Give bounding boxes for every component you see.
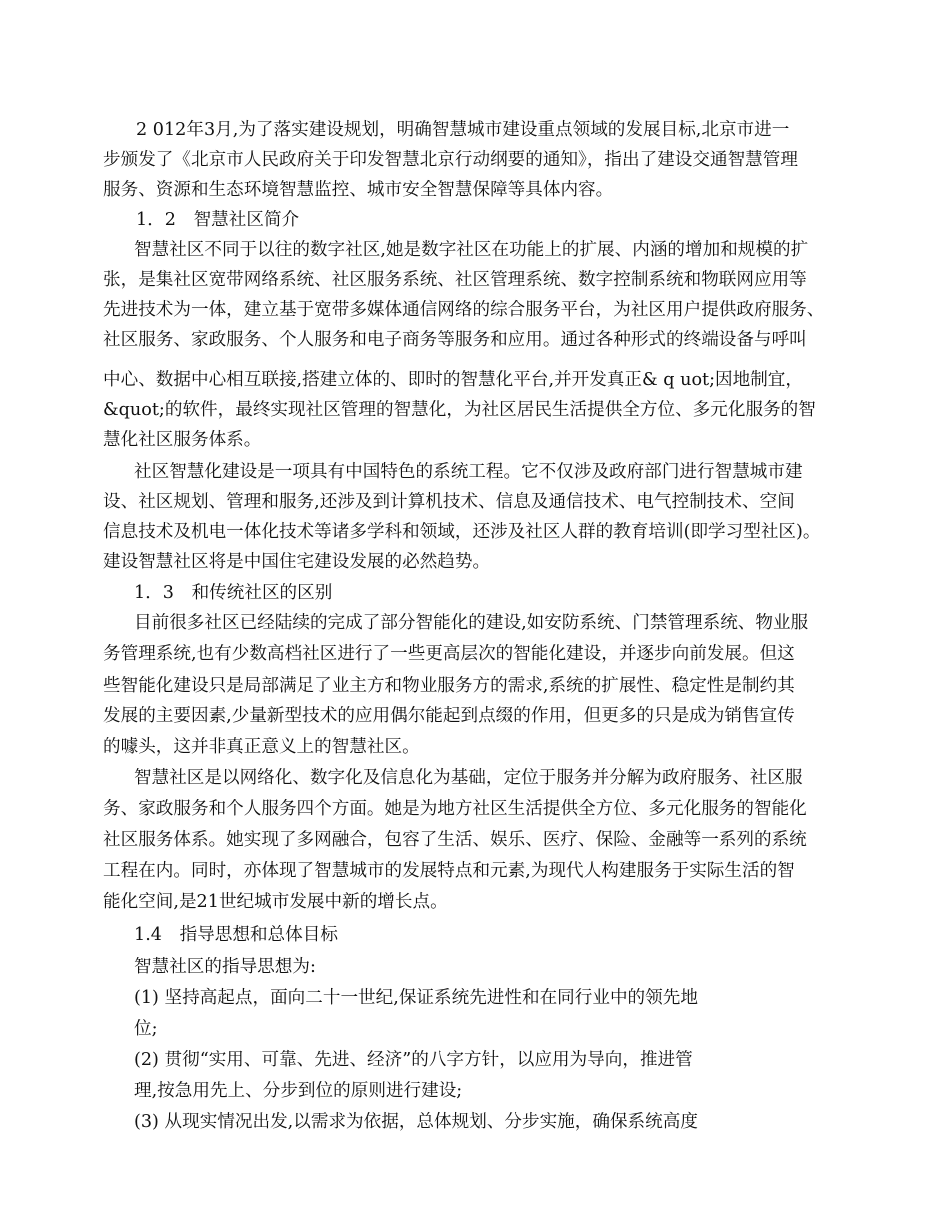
paragraph-line: 建设智慧社区将是中国住宅建设发展的必然趋势。 [103, 552, 491, 572]
list-item: (3) 从现实情况出发,以需求为依据，总体规划、分步实施，确保系统高度 [134, 1112, 698, 1132]
paragraph-line: 务管理系统,也有少数高档社区进行了一些更高层次的智能化建设，并逐步向前发展。但这 [103, 644, 795, 664]
paragraph-line: 智慧社区是以网络化、数字化及信息化为基础，定位于服务并分解为政府服务、社区服 [134, 768, 803, 788]
section-heading: 1.4 指导思想和总体目标 [134, 925, 338, 945]
paragraph-line: 些智能化建设只是局部满足了业主方和物业服务方的需求,系统的扩展性、稳定性是制约其 [103, 676, 795, 696]
section-heading: 1．3 和传统社区的区别 [134, 583, 333, 603]
paragraph-line: 社区智慧化建设是一项具有中国特色的系统工程。它不仅涉及政府部门进行智慧城市建 [134, 462, 803, 482]
paragraph-line: 慧化社区服务体系。 [103, 430, 262, 450]
paragraph-line: 目前很多社区已经陆续的完成了部分智能化的建设,如安防系统、门禁管理系统、物业服 [134, 613, 809, 633]
paragraph-line: 步颁发了《北京市人民政府关于印发智慧北京行动纲要的通知》，指出了建设交通智慧管理 [103, 150, 798, 170]
paragraph-line: 能化空间,是21世纪城市发展中新的增长点。 [103, 892, 448, 912]
paragraph-line: 社区服务、家政服务、个人服务和电子商务等服务和应用。通过各种形式的终端设备与呼叫 [103, 330, 807, 350]
list-item-continuation: 位; [134, 1019, 158, 1039]
list-item-continuation: 理,按急用先上、分步到位的原则进行建设; [134, 1081, 463, 1101]
paragraph-line: 信息技术及机电一体化技术等诸多学科和领域，还涉及社区人群的教育培训(即学习型社区)。 [103, 522, 821, 542]
list-item: (1) 坚持高起点，面向二十一世纪,保证系统先进性和在同行业中的领先地 [134, 988, 698, 1008]
paragraph-line: 社区服务体系。她实现了多网融合，包容了生活、娱乐、医疗、保险、金融等一系列的系统 [103, 830, 807, 850]
list-item: (2) 贯彻“实用、可靠、先进、经济”的八字方针，以应用为导向，推进管 [134, 1050, 693, 1070]
section-heading: 1．2 智慧社区简介 [136, 210, 300, 230]
paragraph-line: 先进技术为一体，建立基于宽带多媒体通信网络的综合服务平台，为社区用户提供政府服务、 [103, 300, 825, 320]
paragraph-line: 工程在内。同时，亦体现了智慧城市的发展特点和元素,为现代人构建服务于实际生活的智 [103, 861, 795, 881]
paragraph-line: &quot;的软件，最终实现社区管理的智慧化，为社区居民生活提供全方位、多元化服务的智 [103, 400, 816, 420]
paragraph-line: 智慧社区的指导思想为: [134, 957, 316, 977]
paragraph-line: 张，是集社区宽带网络系统、社区服务系统、社区管理系统、数字控制系统和物联网应用等 [103, 270, 807, 290]
paragraph-line: 务、家政服务和个人服务四个方面。她是为地方社区生活提供全方位、多元化服务的智能化 [103, 799, 807, 819]
paragraph-line: 发展的主要因素,少量新型技术的应用偶尔能起到点缀的作用，但更多的只是成为销售宣传 [103, 706, 795, 726]
paragraph-line: 服务、资源和生态环境智慧监控、城市安全智慧保障等具体内容。 [103, 180, 614, 200]
paragraph-line: 2 012年3月,为了落实建设规划，明确智慧城市建设重点领域的发展目标,北京市进一 [136, 120, 790, 140]
paragraph-line: 设、社区规划、管理和服务,还涉及到计算机技术、信息及通信技术、电气控制技术、空间 [103, 492, 795, 512]
paragraph-line: 的噱头，这并非真正意义上的智慧社区。 [103, 737, 420, 757]
paragraph-line: 中心、数据中心相互联接,搭建立体的、即时的智慧化平台,并开发真正& q uot;因地制宜， [103, 370, 803, 390]
paragraph-line: 智慧社区不同于以往的数字社区,她是数字社区在功能上的扩展、内涵的增加和规模的扩 [134, 240, 809, 260]
